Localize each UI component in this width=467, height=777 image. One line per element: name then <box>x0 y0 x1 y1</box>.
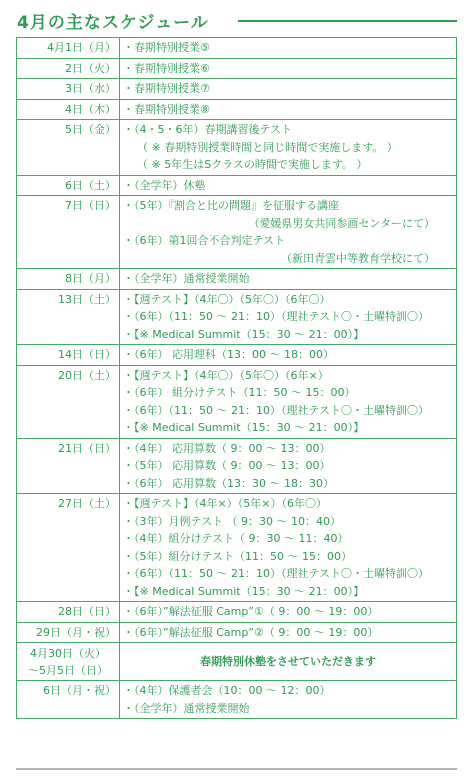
event-line: ・（6年） 応用算数（13：30 ～ 18：30） <box>123 476 334 490</box>
title-rule <box>238 20 457 22</box>
event-line: ・【週テスト】（4年〇）（5年〇）（6年〇） <box>123 292 331 306</box>
event-cell <box>120 622 457 643</box>
event-line: ・【週テスト】（4年〇）（5年〇）（6年×） <box>123 368 329 382</box>
table-row <box>17 622 457 643</box>
event-cell <box>120 681 457 719</box>
date-cell: 6日（土） <box>17 175 120 196</box>
date-cell: 20日（土） <box>17 365 120 438</box>
event-line: ・（6年）第1回合不合判定テスト <box>123 234 286 247</box>
event-line: ・（6年） 組分けテスト（11：50 ～ 15：00） <box>123 386 356 399</box>
event-line: ・【※ Medical Summit（15：30 ～ 21：00）】 <box>123 584 365 598</box>
date-cell: 5日（金） <box>17 120 120 176</box>
event-cell <box>120 175 457 196</box>
bottom-rule <box>16 768 457 770</box>
event-cell <box>120 58 457 79</box>
event-line: ・（5年）『割合と比の問題』を征服する講座 <box>123 199 339 212</box>
date-cell: 2日（火） <box>17 58 120 79</box>
event-line: ・（全学年）通常授業開始 <box>123 701 250 715</box>
date-cell: 3日（水） <box>17 79 120 100</box>
event-line: ・（4年）組分けテスト（ 9：30 ～ 11：40） <box>123 532 349 545</box>
table-row <box>17 643 457 681</box>
date-range-start: 4月30日（火） <box>30 647 106 660</box>
event-line: ・【※ Medical Summit（15：30 ～ 21：00）】 <box>123 327 365 341</box>
event-line: ・春期特別授業⑤ <box>123 41 210 54</box>
schedule-table <box>16 37 457 719</box>
holiday-notice: 春期特別休塾をさせていただきます <box>200 654 376 668</box>
event-cell <box>120 38 457 59</box>
event-venue: （新田青雲中等教育学校にて） <box>281 251 435 265</box>
table-row <box>17 602 457 623</box>
event-line: ・春期特別授業⑥ <box>123 61 210 75</box>
date-range-end: ～5月5日（日） <box>28 664 108 677</box>
event-line: ・春期特別授業⑧ <box>123 102 210 116</box>
event-cell <box>120 289 457 345</box>
event-line: ・（5年）組分けテスト（11：50 ～ 15：00） <box>123 549 353 563</box>
event-note: （ ※ 春期特別授業時間と同じ時間で実施します。 ） <box>137 140 398 154</box>
event-cell <box>120 365 457 438</box>
date-cell: 7日（日） <box>17 196 120 269</box>
table-row <box>17 365 457 438</box>
event-line: ・（6年）”解法征服 Camp”①（ 9：00 ～ 19：00） <box>123 605 379 618</box>
table-row <box>17 345 457 366</box>
event-line: ・（6年）（11：50 ～ 21：10）（理社テスト〇・土曜特訓〇） <box>123 567 430 580</box>
table-row <box>17 289 457 345</box>
event-line: ・（6年）（11：50 ～ 21：10）（理社テスト〇・土曜特訓〇） <box>123 310 430 323</box>
date-cell: 14日（日） <box>17 345 120 366</box>
date-range-cell <box>17 643 120 681</box>
event-cell <box>120 494 457 602</box>
event-line: ・【週テスト】（4年×）（5年×）（6年〇） <box>123 497 327 510</box>
date-cell: 28日（日） <box>17 602 120 623</box>
event-cell <box>120 79 457 100</box>
event-line: ・（4年） 応用算数（ 9：00 ～ 13：00） <box>123 441 331 455</box>
date-cell: 29日（月・祝） <box>17 622 120 643</box>
event-cell <box>120 196 457 269</box>
event-cell <box>120 120 457 176</box>
date-cell: 8日（月） <box>17 269 120 290</box>
event-cell <box>120 438 457 494</box>
event-line: ・（全学年）通常授業開始 <box>123 272 250 285</box>
table-row <box>17 175 457 196</box>
table-row <box>17 438 457 494</box>
table-row <box>17 269 457 290</box>
event-cell <box>120 269 457 290</box>
date-cell: 13日（土） <box>17 289 120 345</box>
table-row <box>17 38 457 59</box>
event-cell <box>120 602 457 623</box>
event-line: ・（5年） 応用算数（ 9：00 ～ 13：00） <box>123 459 331 472</box>
table-row <box>17 99 457 120</box>
date-cell: 6日（月・祝） <box>17 681 120 719</box>
table-row <box>17 196 457 269</box>
event-line: ・春期特別授業⑦ <box>123 82 210 95</box>
event-cell <box>120 643 457 681</box>
table-row <box>17 120 457 176</box>
event-note: （ ※ 5年生はSクラスの時間で実施します。 ） <box>137 158 368 171</box>
event-line: ・（全学年）休塾 <box>123 178 206 192</box>
event-cell <box>120 345 457 366</box>
table-row <box>17 494 457 602</box>
event-line: ・（4・5・6年）春期講習後テスト <box>123 123 293 136</box>
event-line: ・（6年） 応用理科（13：00 ～ 18：00） <box>123 348 334 361</box>
event-line: ・（3年）月例テスト （ 9：30 ～ 10：40） <box>123 514 342 528</box>
date-cell: 4月1日（月） <box>17 38 120 59</box>
table-row <box>17 681 457 719</box>
event-line: ・（6年）（11：50 ～ 21：10）（理社テスト〇・土曜特訓〇） <box>123 403 430 417</box>
event-line: ・（6年）”解法征服 Camp”②（ 9：00 ～ 19：00） <box>123 625 379 639</box>
page-title: 4月の主なスケジュール <box>17 13 209 33</box>
event-line: ・【※ Medical Summit（15：30 ～ 21：00）】 <box>123 421 365 434</box>
date-cell: 27日（土） <box>17 494 120 602</box>
table-row <box>17 79 457 100</box>
event-cell <box>120 99 457 120</box>
table-row <box>17 58 457 79</box>
date-cell: 21日（日） <box>17 438 120 494</box>
event-line: ・（4年）保護者会（10：00 ～ 12：00） <box>123 684 331 697</box>
date-cell: 4日（木） <box>17 99 120 120</box>
event-venue: （愛媛県男女共同参画センターにて） <box>248 216 435 230</box>
